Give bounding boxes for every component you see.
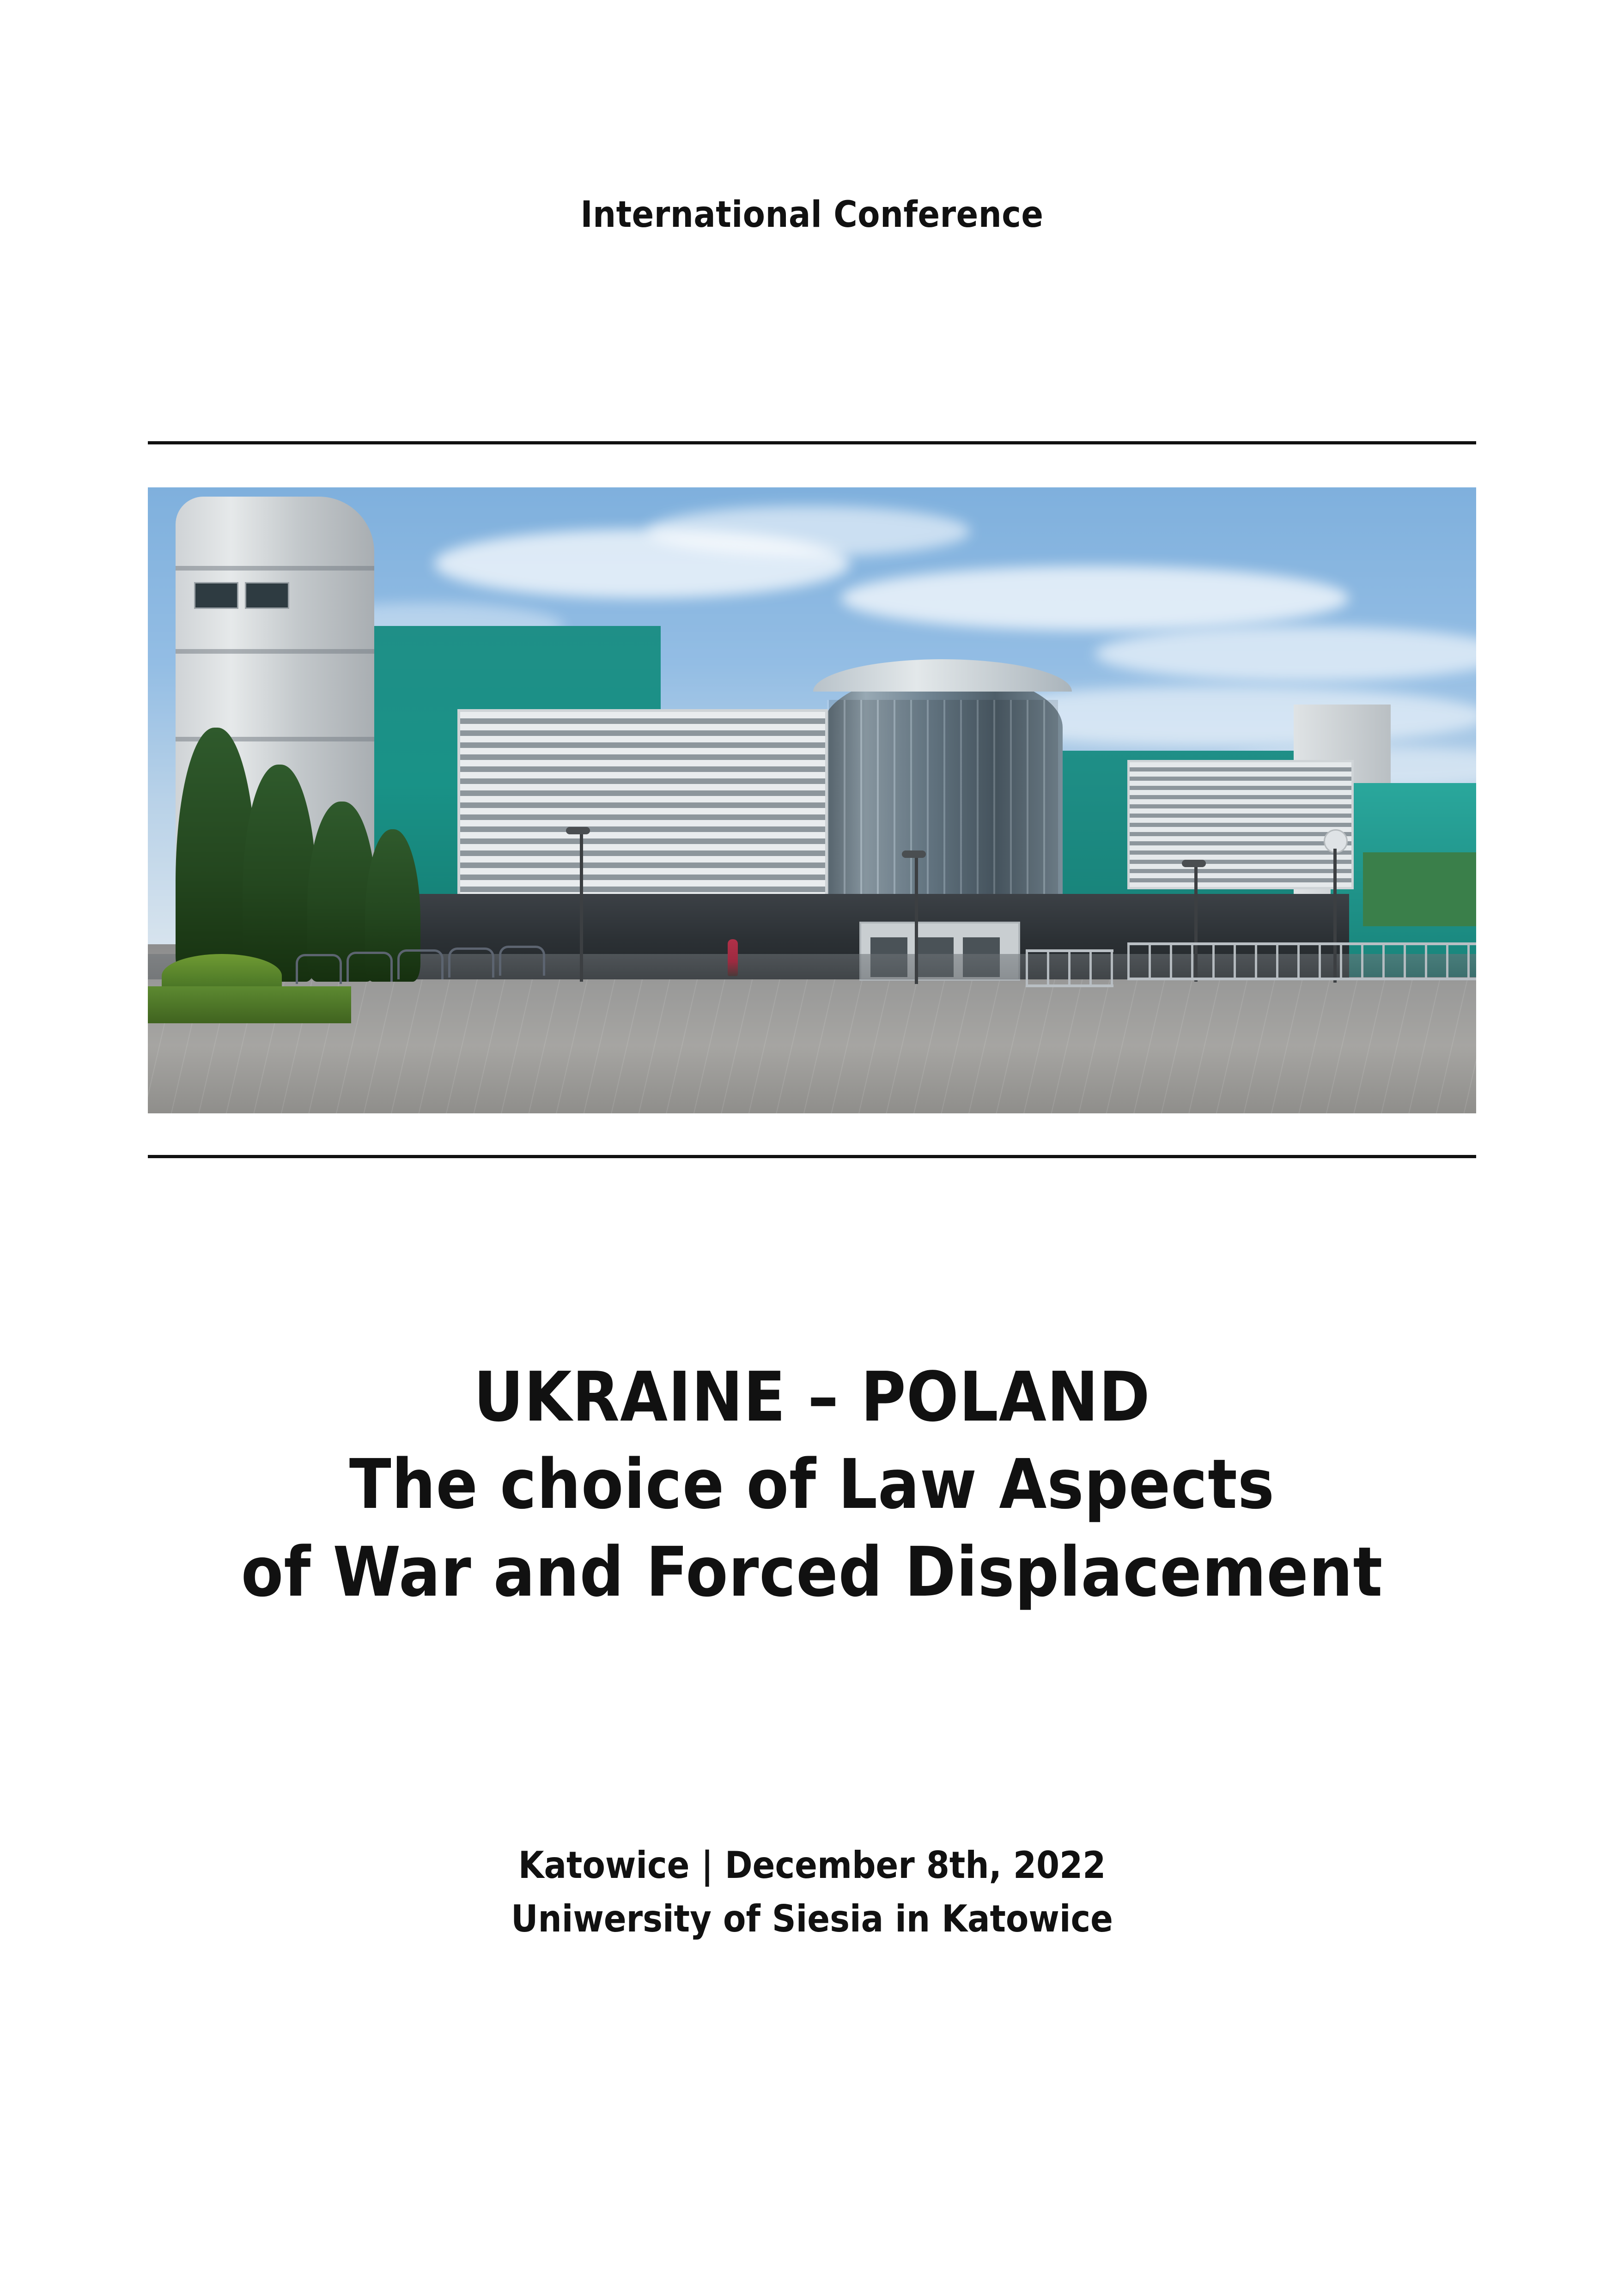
bike-rack xyxy=(499,946,545,976)
lawn xyxy=(148,986,351,1023)
kicker-text: International Conference xyxy=(580,194,1044,236)
photo-canvas xyxy=(148,487,1476,1113)
lamp-post xyxy=(915,852,918,984)
bike-rack xyxy=(448,948,494,978)
divider-bottom xyxy=(148,1155,1476,1158)
conference-title xyxy=(0,1354,1624,1616)
bike-rack xyxy=(296,954,342,984)
event-date-location: Katowice | December 8th, 2022 xyxy=(518,1844,1106,1887)
plaza-railing xyxy=(1026,949,1113,987)
campus-building-photo xyxy=(148,487,1476,1113)
event-venue: Uniwersity of Siesia in Katowice xyxy=(511,1897,1113,1940)
lamp-head xyxy=(566,827,590,834)
event-details xyxy=(0,1839,1624,1946)
title-line-2: The choice of Law Aspects xyxy=(349,1445,1275,1525)
bike-rack xyxy=(347,952,393,982)
green-panel xyxy=(1363,852,1476,926)
divider-top xyxy=(148,441,1476,444)
title-line-1: UKRAINE – POLAND xyxy=(474,1357,1150,1437)
title-line-3: of War and Forced Displacement xyxy=(241,1532,1383,1612)
plaza-railing xyxy=(1127,942,1476,980)
lamp-head xyxy=(1182,860,1206,867)
louvre-screen-right xyxy=(1127,760,1354,889)
louvre-screen-left xyxy=(457,709,828,909)
pedestrian xyxy=(728,939,738,976)
lamp-head xyxy=(902,850,926,858)
bike-rack xyxy=(397,949,444,979)
lamp-post xyxy=(580,829,583,982)
